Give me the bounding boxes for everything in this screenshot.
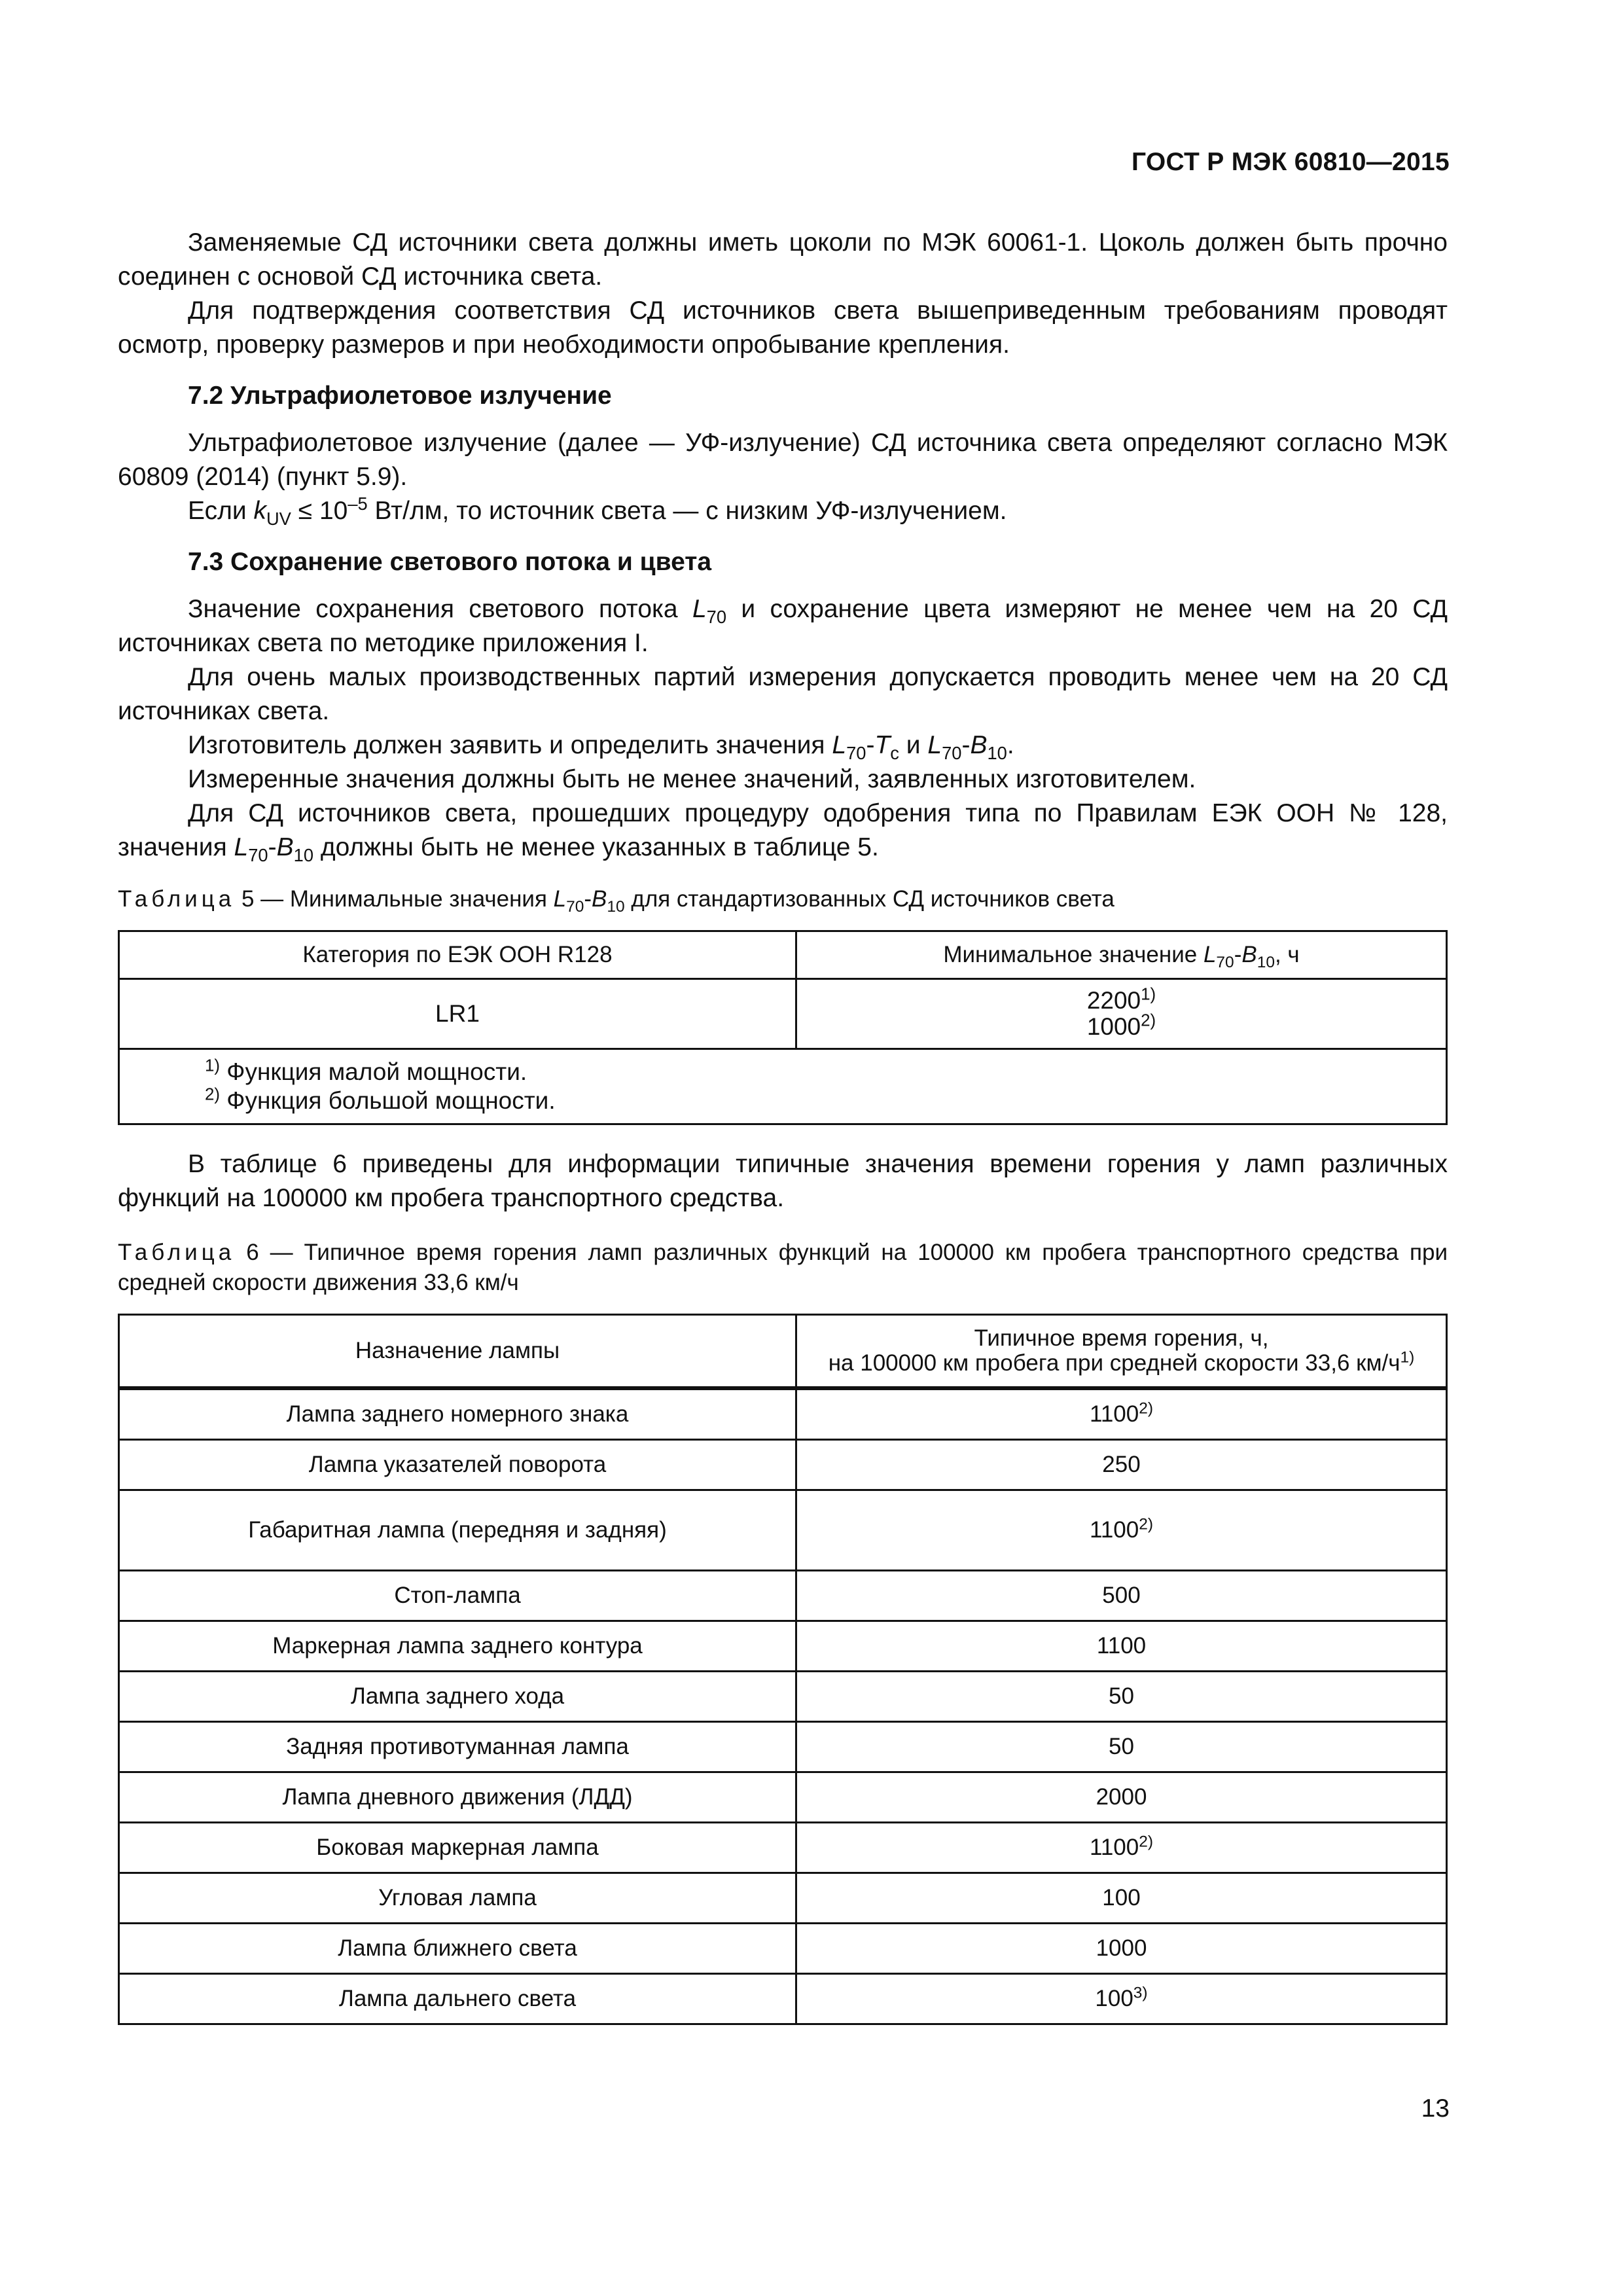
table-5-value-cell: 2200$^{1)}$ 1000$^{2)}$ [796,979,1447,1049]
paragraph-measured-values: Измеренные значения должны быть не менее значений, заявленных изготовителем. [188,765,1196,793]
table-row [119,1621,1447,1672]
table-6-header-burn-time: Типичное время горения, ч, на 100000 км пробега при средней скорости 33,6 $км/ч^{1)}$ [796,1315,1447,1389]
burn-time-cell: 2000 [796,1772,1447,1823]
document-body [118,226,1448,2025]
table-5-category-cell: LR1 [119,979,796,1049]
paragraph-uv-definition: Ультрафиолетовое излучение (далее — УФ-излучение) СД источника света определяют согласно МЭК 60809 (2014) (пункт 5.9). [118,429,1448,491]
table-5-header-category: Категория по ЕЭК ООН R128 [119,931,796,979]
table-6-header-row [119,1315,1447,1389]
table-5-footnotes [119,1049,1447,1124]
burn-time-cell: 1000 [796,1924,1447,1974]
footnote-2: $^{2)}$ Функция большой мощности. [205,1085,556,1114]
lamp-name-cell: Угловая лампа [119,1873,796,1924]
table-5-header-min-value: Минимальное значение $L_{70}-B_{10}$, ч [796,931,1447,979]
paragraph-uv-threshold: Если $k_{UV} \le 10^{-5}$ Вт/лм, то источник света — с низким УФ-излучением. [188,493,1007,529]
table-row [119,1924,1447,1974]
paragraph-manufacturer-declare: Изготовитель должен заявить и определить значения $L_{70}-T_c$ и $L_{70}-B_{10}$. [188,731,1014,763]
lamp-name-cell: Маркерная лампа заднего контура [119,1621,796,1672]
burn-time-cell: 50 [796,1672,1447,1722]
lamp-name-cell: Лампа дневного движения (ЛДД) [119,1772,796,1823]
table-row [119,1722,1447,1772]
document-id-header: ГОСТ Р МЭК 60810—2015 [1131,148,1450,176]
burn-time-cell: 100 [796,1873,1447,1924]
section-heading-7-3: 7.3 Сохранение светового потока и цвета [188,548,712,576]
burn-time-cell: 100$^{3)}$ [796,1974,1447,2024]
lamp-name-cell: Стоп-лампа [119,1571,796,1621]
table-5-footnotes-row [119,1049,1447,1124]
burn-time-cell: 1100$^{2)}$ [796,1823,1447,1873]
burn-time-cell: 500 [796,1571,1447,1621]
table-5 [118,930,1448,1125]
lamp-name-cell: Лампа дальнего света [119,1974,796,2024]
lamp-name-cell: Боковая маркерная лампа [119,1823,796,1873]
paragraph-small-batches: Для очень малых производственных партий измерения допускается проводить менее чем на 20 СД источниках света. [118,663,1448,725]
footnote-1: $^{1)}$ Функция малой мощности. [205,1056,527,1085]
page-number: 13 [1421,2094,1450,2123]
table-row [119,1772,1447,1823]
burn-time-cell: 1100$^{2)}$ [796,1388,1447,1440]
section-heading-7-2: 7.2 Ультрафиолетовое излучение [188,382,612,410]
paragraph-socket: Заменяемые СД источники света должны иметь цоколи по МЭК 60061-1. Цоколь должен быть прочно соединен с основой СД источника света. [118,228,1448,291]
paragraph-table-6-intro: В таблице 6 приведены для информации типичные значения времени горения у ламп различных функций на 100000 км пробега транспортного средства. [118,1150,1448,1212]
burn-time-cell: 250 [796,1440,1447,1490]
table-row [119,1823,1447,1873]
table-6 [118,1314,1448,2025]
lamp-name-cell: Лампа заднего хода [119,1672,796,1722]
table-6-caption: Таблица 6 — Типичное время горения ламп различных функций на 100000 км пробега транспортного средства при средней скорости движения 33,6 км/ч [118,1240,1448,1295]
lamp-name-cell: Лампа ближнего света [119,1924,796,1974]
lamp-name-cell: Задняя противотуманная лампа [119,1722,796,1772]
table-row [119,1571,1447,1621]
paragraph-inspection: Для подтверждения соответствия СД источников света вышеприведенным требованиям проводят осмотр, проверку размеров и при необходимости опробывание крепления. [118,296,1448,359]
lamp-name-cell: Габаритная лампа (передняя и задняя) [119,1490,796,1571]
paragraph-lumen-maintenance: Значение сохранения светового потока $L_{70}$ и сохранение цвета измеряют не менее чем на 20 СД источниках света по методике приложения I. [118,595,1448,657]
burn-time-cell: 50 [796,1722,1447,1772]
lamp-name-cell: Лампа заднего номерного знака [119,1388,796,1440]
table-row [119,1388,1447,1440]
lamp-name-cell: Лампа указателей поворота [119,1440,796,1490]
paragraph-type-approval: Для СД источников света, прошедших процедуру одобрения типа по Правилам ЕЭК ООН № 128, значения $L_{70}-B_{10}$ должны быть не менее указанных в таблице 5. [118,799,1448,865]
burn-time-cell: 1100 [796,1621,1447,1672]
burn-time-cell: 1100$^{2)}$ [796,1490,1447,1571]
table-5-caption: Таблица 5 — Минимальные значения $L_{70}-B_{10}$ для стандартизованных СД источников света [118,886,1115,916]
table-5-header-row [119,931,1447,979]
table-row [119,1873,1447,1924]
table-row [119,1672,1447,1722]
table-6-header-lamp: Назначение лампы [119,1315,796,1389]
table-row [119,979,1447,1049]
table-row [119,1440,1447,1490]
table-row [119,1490,1447,1571]
table-row [119,1974,1447,2024]
